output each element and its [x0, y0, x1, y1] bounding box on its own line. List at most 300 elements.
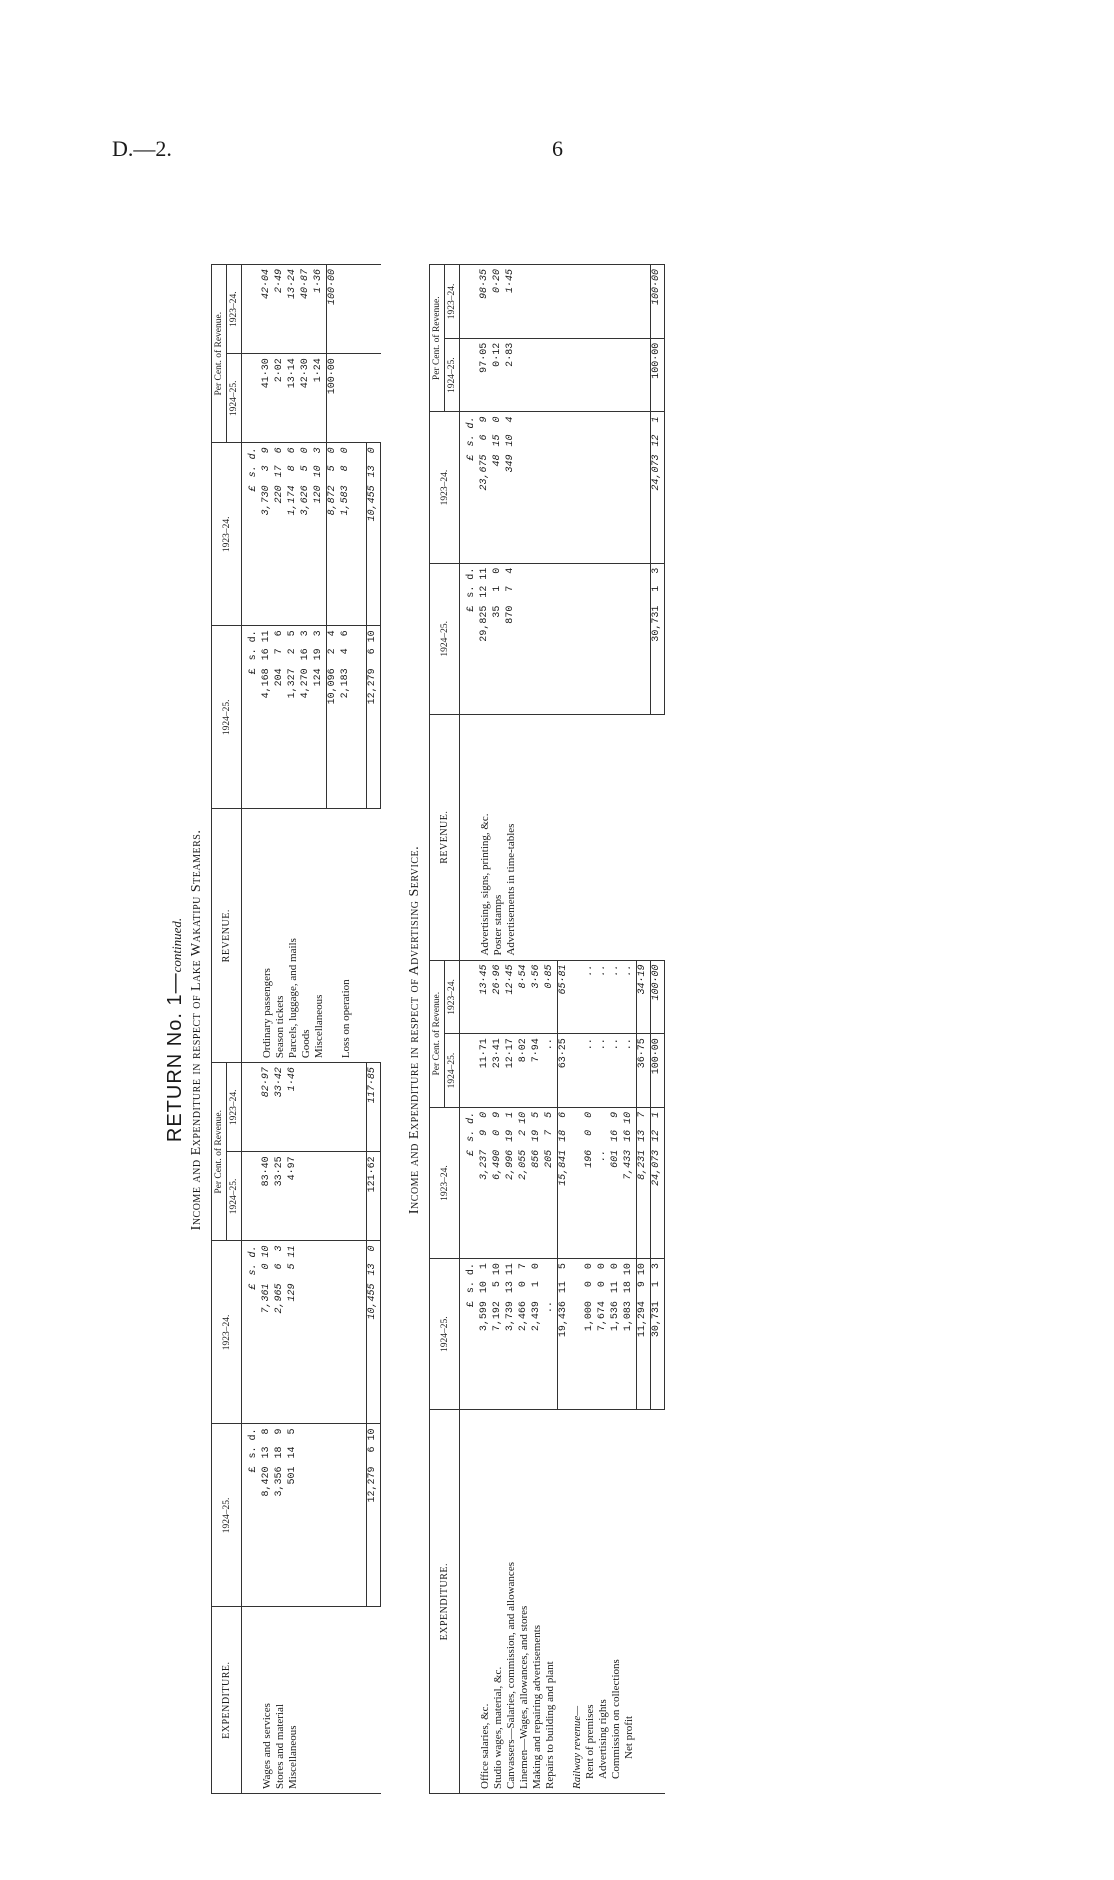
unit-l: £ — [248, 1283, 259, 1290]
empty-cell — [637, 563, 651, 714]
empty-cell — [637, 412, 651, 563]
rev-amount-1924 — [300, 626, 313, 809]
unit-d: d. — [248, 1245, 259, 1258]
exp-amount-1923-s: 18 — [558, 1129, 569, 1142]
rev-pct-1924: 42·30 — [300, 354, 313, 443]
empty-cell — [584, 338, 597, 412]
rev-amount-1923-l: 24,073 — [651, 454, 662, 491]
exp-amount-1924-s: 18 — [274, 1446, 285, 1459]
exp-amount-1923-l: 2,996 — [505, 1149, 516, 1180]
empty-cell — [637, 1410, 651, 1794]
table-row — [327, 265, 341, 1794]
empty-cell — [242, 1152, 262, 1241]
table-row — [353, 265, 367, 1794]
exp-amount-1923-l: 205 — [544, 1149, 555, 1168]
unit-d: d. — [466, 567, 477, 580]
empty-cell — [327, 1424, 341, 1607]
unit-d: d. — [466, 1111, 477, 1124]
exp-amount-1924 — [274, 1424, 287, 1607]
exp-amount-1923-s: 12 — [651, 1129, 662, 1142]
rev-label: Parcels, luggage, and mails — [287, 809, 300, 1063]
units-row — [242, 626, 262, 809]
exp-amount-1923-l: 2,965 — [274, 1283, 285, 1314]
exp-amount-1924 — [287, 1424, 300, 1607]
rev-amount-1924-d: 6 — [274, 630, 285, 637]
empty-cell — [340, 1063, 353, 1152]
empty-cell — [353, 1424, 367, 1607]
exp-amount-1924-d: 3 — [651, 1263, 662, 1270]
empty-cell — [558, 563, 572, 714]
exp-amount-1924-d: 10 — [367, 1428, 378, 1441]
units-row — [242, 1424, 262, 1607]
table-row — [300, 265, 313, 1794]
exp-amount-1923-l: 129 — [287, 1283, 298, 1302]
table-row — [597, 265, 610, 1794]
exp-label: Office salaries, &c. — [479, 1410, 492, 1794]
empty-cell — [340, 1152, 353, 1241]
empty-cell — [327, 1241, 341, 1424]
rev-amount-1924-l: 12,279 — [367, 668, 378, 705]
rev-amount-1923-l: 1,583 — [340, 485, 351, 516]
empty-cell — [340, 1607, 353, 1794]
exp-amount-1923-s: 13 — [637, 1129, 648, 1142]
units-row — [460, 1259, 480, 1410]
empty-cell — [300, 1424, 313, 1607]
exp-amount-1923-s: 5 — [287, 1263, 298, 1270]
rev-amount-1924-s: 2 — [327, 648, 338, 655]
col-year-1: 1924–25. — [212, 1424, 242, 1607]
exp-pct-1924: 12·17 — [505, 1034, 518, 1108]
page-number: 6 — [552, 136, 563, 161]
unit-s: s. — [466, 585, 477, 598]
empty-cell — [584, 563, 597, 714]
rev-amount-1924-d: 10 — [367, 630, 378, 643]
exp-amount-1923-l: .. — [597, 1149, 608, 1162]
rev-amount-1924-s: 2 — [287, 648, 298, 655]
exp-pct-1924: .. — [584, 1034, 597, 1108]
rev-amount-1923 — [327, 443, 341, 626]
unit-l: £ — [248, 1466, 259, 1473]
col-pct-year-1: 1924–25. — [227, 354, 242, 443]
empty-cell — [367, 354, 381, 443]
table-row — [274, 265, 287, 1794]
empty-cell — [651, 1410, 665, 1794]
empty-cell — [571, 412, 584, 563]
empty-cell — [571, 960, 584, 1034]
exp-amount-1924 — [623, 1259, 637, 1410]
return-title: RETURN No. 1—continued. — [164, 917, 186, 1143]
rev-amount-1923-l: 8,872 — [327, 485, 338, 516]
exp-amount-1923-l: 10,455 — [367, 1283, 378, 1320]
exp-amount-1924-l: 30,731 — [651, 1301, 662, 1338]
unit-d: d. — [466, 416, 477, 429]
empty-cell — [571, 1107, 584, 1258]
rev-amount-1923-d: 0 — [327, 447, 338, 454]
exp-amount-1924-s: 9 — [637, 1281, 648, 1288]
exp-amount-1924-l: 7,192 — [492, 1301, 503, 1332]
col-pct-year-1: 1924–25. — [445, 338, 460, 412]
empty-cell — [610, 714, 623, 960]
rotated-content — [164, 180, 944, 1880]
exp-amount-1923 — [492, 1107, 505, 1258]
empty-cell — [353, 809, 367, 1063]
steamers-title: Income and Expenditure in respect of Lake Wakatipu Steamers. — [189, 829, 204, 1231]
exp-amount-1923-l: 6,490 — [492, 1149, 503, 1180]
exp-pct-1923: 3·56 — [531, 960, 544, 1034]
rev-pct-1923: 100·00 — [327, 265, 341, 354]
exp-amount-1924 — [610, 1259, 623, 1410]
empty-cell — [313, 1607, 327, 1794]
col-pct: Per Cent. of Revenue. — [430, 960, 445, 1107]
exp-amount-1923 — [518, 1107, 531, 1258]
exp-pct-1923: 1·46 — [287, 1063, 300, 1152]
rev-amount-1923-s: 10 — [313, 465, 324, 478]
empty-cell — [571, 1034, 584, 1108]
rev-label: Poster stamps — [492, 714, 505, 960]
rev-amount-1923-s: 15 — [492, 434, 503, 447]
exp-amount-1923-d: 1 — [651, 1111, 662, 1118]
rev-amount-1923 — [651, 412, 665, 563]
table-row — [623, 265, 637, 1794]
empty-cell — [637, 265, 651, 339]
rev-pct-1923: 13·24 — [287, 265, 300, 354]
units-row — [460, 1107, 480, 1258]
rev-amount-1923-l: 220 — [274, 485, 285, 504]
rev-label: Miscellaneous — [313, 809, 327, 1063]
rev-amount-1923 — [300, 443, 313, 626]
units-row — [460, 563, 480, 714]
empty-cell — [558, 265, 572, 339]
col-year-2: 1923–24. — [212, 1241, 242, 1424]
empty-cell — [327, 1152, 341, 1241]
exp-amount-1924-s: 10 — [479, 1281, 490, 1294]
exp-amount-1924-d: 1 — [479, 1263, 490, 1270]
empty-cell — [353, 443, 367, 626]
exp-pct-1924: 7·94 — [531, 1034, 544, 1108]
rev-amount-1924-l: 29,825 — [479, 605, 490, 642]
exp-pct-1924: .. — [610, 1034, 623, 1108]
empty-cell — [460, 1034, 480, 1108]
rev-amount-1924-l: 35 — [492, 605, 503, 618]
rev-amount-1924 — [340, 626, 353, 809]
empty-cell — [460, 960, 480, 1034]
exp-amount-1924-l: 2,466 — [518, 1301, 529, 1332]
rev-amount-1924-s: 19 — [313, 648, 324, 661]
table-row — [584, 265, 597, 1794]
exp-pct-1924: 121·62 — [367, 1152, 381, 1241]
exp-amount-1924 — [505, 1259, 518, 1410]
rev-amount-1923-s: 5 — [300, 465, 311, 472]
empty-cell — [597, 563, 610, 714]
unit-l: £ — [466, 1301, 477, 1308]
exp-amount-1923 — [505, 1107, 518, 1258]
rev-amount-1923-d: 6 — [274, 447, 285, 454]
rev-amount-1923-s: 10 — [505, 434, 516, 447]
rev-amount-1924-d: 3 — [313, 630, 324, 637]
rev-amount-1924-s: 12 — [479, 585, 490, 598]
unit-s: s. — [248, 1263, 259, 1276]
empty-cell — [544, 412, 558, 563]
exp-pct-1923: 117·85 — [367, 1063, 381, 1152]
advertising-table — [429, 264, 665, 1794]
rev-pct-1923: 1·45 — [505, 265, 518, 339]
rev-amount-1924 — [492, 563, 505, 714]
empty-cell — [242, 1607, 262, 1794]
exp-pct-1923: 34·19 — [637, 960, 651, 1034]
exp-amount-1923 — [558, 1107, 572, 1258]
exp-amount-1924-l: 8,420 — [261, 1466, 272, 1497]
empty-cell — [327, 1607, 341, 1794]
col-year-1: 1924–25. — [430, 563, 460, 714]
exp-amount-1923-d: 10 — [623, 1111, 634, 1124]
rev-amount-1924 — [651, 563, 665, 714]
empty-cell — [518, 563, 531, 714]
empty-cell — [367, 1607, 381, 1794]
exp-amount-1923-l: 3,237 — [479, 1149, 490, 1180]
exp-pct-1923: 12·45 — [505, 960, 518, 1034]
exp-amount-1924-l: 7,674 — [597, 1301, 608, 1332]
rev-amount-1924-l: 4,270 — [300, 668, 311, 699]
rev-amount-1924-s: 1 — [651, 585, 662, 592]
exp-amount-1924-d: 0 — [584, 1263, 595, 1270]
empty-cell — [242, 265, 262, 354]
rev-amount-1923-l: 10,455 — [367, 485, 378, 522]
rev-pct-1924: 2·83 — [505, 338, 518, 412]
col-pct-year-2: 1923–24. — [227, 1063, 242, 1152]
col-pct-year-2: 1923–24. — [445, 265, 460, 339]
empty-cell — [651, 714, 665, 960]
rev-amount-1923-l: 48 — [492, 454, 503, 467]
exp-amount-1923-s: 16 — [623, 1129, 634, 1142]
exp-amount-1924 — [544, 1259, 558, 1410]
exp-amount-1924-s: 5 — [492, 1281, 503, 1288]
exp-amount-1923-s: 0 — [261, 1263, 272, 1270]
unit-d: d. — [466, 1263, 477, 1276]
exp-amount-1923 — [367, 1241, 381, 1424]
exp-amount-1923-d: 9 — [492, 1111, 503, 1118]
exp-amount-1924-l: 1,083 — [623, 1301, 634, 1332]
rev-pct-1923: 2·49 — [274, 265, 287, 354]
empty-cell — [353, 1152, 367, 1241]
rev-amount-1923 — [340, 443, 353, 626]
rev-amount-1923-l: 3,730 — [261, 485, 272, 516]
empty-cell — [571, 265, 584, 339]
rev-amount-1924-l: 204 — [274, 668, 285, 687]
col-expenditure: EXPENDITURE. — [430, 1410, 460, 1794]
empty-cell — [367, 809, 381, 1063]
table-row — [518, 265, 531, 1794]
exp-amount-1924-d: 0 — [531, 1263, 542, 1270]
exp-amount-1924 — [651, 1259, 665, 1410]
empty-cell — [313, 1241, 327, 1424]
exp-amount-1923-s: 0 — [492, 1129, 503, 1136]
unit-s: s. — [466, 1281, 477, 1294]
empty-cell — [353, 1241, 367, 1424]
rev-amount-1924-d: 6 — [340, 630, 351, 637]
rev-amount-1924-s: 7 — [274, 648, 285, 655]
col-pct-year-1: 1924–25. — [445, 1034, 460, 1108]
empty-cell — [584, 714, 597, 960]
table-row — [367, 265, 381, 1794]
exp-amount-1923 — [531, 1107, 544, 1258]
empty-cell — [531, 563, 544, 714]
exp-amount-1924 — [492, 1259, 505, 1410]
exp-label: Advertising rights — [597, 1410, 610, 1794]
exp-amount-1923-s: 0 — [584, 1129, 595, 1136]
units-row — [242, 443, 262, 626]
rev-amount-1924-l: 2,183 — [340, 668, 351, 699]
unit-l: £ — [466, 1149, 477, 1156]
exp-pct-1924: 33·25 — [274, 1152, 287, 1241]
empty-cell — [353, 354, 367, 443]
exp-amount-1924-s: 18 — [623, 1281, 634, 1294]
unit-s: s. — [248, 465, 259, 478]
exp-label: Canvassers—Salaries, commission, and allowances — [505, 1410, 518, 1794]
empty-cell — [518, 714, 531, 960]
rev-amount-1923-d: 6 — [287, 447, 298, 454]
empty-cell — [544, 265, 558, 339]
exp-amount-1924-s: 14 — [287, 1446, 298, 1459]
exp-pct-1923: 0·85 — [544, 960, 558, 1034]
rev-amount-1924 — [313, 626, 327, 809]
empty-cell — [300, 1152, 313, 1241]
exp-amount-1924-l: 12,279 — [367, 1466, 378, 1503]
rev-amount-1923-d: 3 — [313, 447, 324, 454]
exp-amount-1923 — [287, 1241, 300, 1424]
empty-cell — [544, 714, 558, 960]
empty-cell — [558, 714, 572, 960]
exp-amount-1924 — [479, 1259, 492, 1410]
rev-amount-1923-l: 120 — [313, 485, 324, 504]
empty-cell — [623, 265, 637, 339]
empty-cell — [460, 338, 480, 412]
empty-cell — [300, 1241, 313, 1424]
empty-cell — [353, 626, 367, 809]
rev-amount-1924 — [479, 563, 492, 714]
exp-amount-1924-s: 0 — [584, 1281, 595, 1288]
exp-label: Linemen—Wages, allowances, and stores — [518, 1410, 531, 1794]
rev-amount-1923-d: 0 — [300, 447, 311, 454]
unit-d: d. — [248, 630, 259, 643]
rev-amount-1923-d: 9 — [261, 447, 272, 454]
exp-amount-1924 — [637, 1259, 651, 1410]
table-row — [479, 265, 492, 1794]
empty-cell — [610, 412, 623, 563]
table-row — [571, 265, 584, 1794]
table-row — [610, 265, 623, 1794]
page-code: D.—2. — [112, 136, 172, 161]
exp-label: Railway revenue— — [571, 1410, 584, 1794]
unit-l: £ — [248, 668, 259, 675]
exp-pct-1924: 36·75 — [637, 1034, 651, 1108]
exp-pct-1923: .. — [623, 960, 637, 1034]
rev-amount-1924-d: 11 — [261, 630, 272, 643]
exp-pct-1924: 11·71 — [479, 1034, 492, 1108]
empty-cell — [242, 1063, 262, 1152]
exp-amount-1924 — [531, 1259, 544, 1410]
empty-cell — [518, 412, 531, 563]
rev-amount-1923 — [313, 443, 327, 626]
empty-cell — [531, 412, 544, 563]
rev-label: Goods — [300, 809, 313, 1063]
empty-cell — [531, 714, 544, 960]
rev-amount-1923-s: 12 — [651, 434, 662, 447]
col-expenditure: EXPENDITURE. — [212, 1607, 242, 1794]
exp-amount-1924-d: 10 — [492, 1263, 503, 1276]
rev-amount-1923 — [492, 412, 505, 563]
exp-amount-1924 — [518, 1259, 531, 1410]
rev-amount-1923 — [367, 443, 381, 626]
advertising-title: Income and Expenditure in respect of Advertising Service. — [407, 845, 422, 1215]
rev-pct-1924: 41·30 — [261, 354, 274, 443]
exp-amount-1924-d: 8 — [261, 1428, 272, 1435]
rev-amount-1924 — [261, 626, 274, 809]
exp-amount-1924 — [597, 1259, 610, 1410]
exp-amount-1924 — [261, 1424, 274, 1607]
col-year-2: 1923–24. — [430, 412, 460, 563]
table-row — [505, 265, 518, 1794]
exp-amount-1923-s: 19 — [505, 1129, 516, 1142]
rev-amount-1923-l: 23,675 — [479, 454, 490, 491]
empty-cell — [531, 265, 544, 339]
exp-label: Net profit — [623, 1410, 637, 1794]
empty-cell — [353, 1063, 367, 1152]
rev-amount-1923-l: 1,174 — [287, 485, 298, 516]
exp-amount-1923-d: 9 — [610, 1111, 621, 1118]
rev-amount-1924-s: 16 — [261, 648, 272, 661]
exp-pct-1923: .. — [610, 960, 623, 1034]
rev-pct-1924: 2·02 — [274, 354, 287, 443]
exp-amount-1924-d: 5 — [558, 1263, 569, 1270]
rev-amount-1924-s: 7 — [505, 585, 516, 592]
rev-amount-1924 — [274, 626, 287, 809]
exp-amount-1923-s: 2 — [518, 1129, 529, 1136]
rev-amount-1923-d: 4 — [505, 416, 516, 423]
exp-amount-1923 — [261, 1241, 274, 1424]
exp-amount-1923 — [597, 1107, 610, 1258]
rev-pct-1924: 100·00 — [651, 338, 665, 412]
col-pct-year-1: 1924–25. — [227, 1152, 242, 1241]
empty-cell — [313, 1063, 327, 1152]
exp-amount-1924-d: 0 — [597, 1263, 608, 1270]
rev-pct-1923: 40·87 — [300, 265, 313, 354]
exp-pct-1923: 82·97 — [261, 1063, 274, 1152]
steamers-table — [211, 264, 381, 1794]
empty-cell — [340, 1424, 353, 1607]
exp-pct-1923: 13·45 — [479, 960, 492, 1034]
exp-amount-1923-d: 10 — [518, 1111, 529, 1124]
exp-amount-1924-d: 5 — [287, 1428, 298, 1435]
rev-amount-1923-s: 6 — [479, 434, 490, 441]
rev-amount-1923 — [274, 443, 287, 626]
exp-amount-1924-l: 11,294 — [637, 1301, 648, 1338]
exp-label: Stores and material — [274, 1607, 287, 1794]
empty-cell — [340, 1241, 353, 1424]
rev-amount-1924-d: 4 — [505, 567, 516, 574]
exp-pct-1923: 8·54 — [518, 960, 531, 1034]
rev-amount-1924-l: 10,096 — [327, 668, 338, 705]
exp-amount-1923 — [544, 1107, 558, 1258]
unit-l: £ — [248, 485, 259, 492]
exp-amount-1924 — [367, 1424, 381, 1607]
exp-label: Commission on collections — [610, 1410, 623, 1794]
exp-amount-1924-s: 13 — [505, 1281, 516, 1294]
rev-amount-1924-s: 6 — [367, 648, 378, 655]
exp-amount-1924-s: 6 — [367, 1446, 378, 1453]
empty-cell — [610, 338, 623, 412]
rev-pct-1923: 0·20 — [492, 265, 505, 339]
unit-s: s. — [466, 434, 477, 447]
